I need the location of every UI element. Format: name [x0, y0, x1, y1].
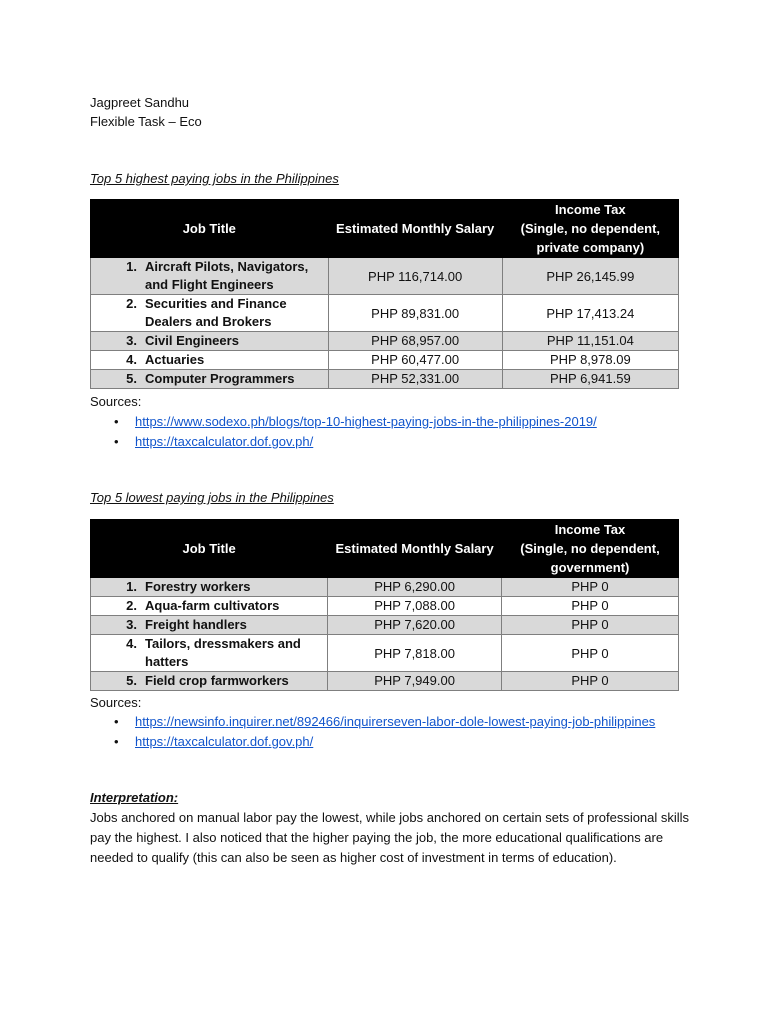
salary-cell: PHP 7,949.00: [328, 672, 502, 691]
tax-cell: PHP 11,151.04: [502, 332, 678, 351]
tax-cell: PHP 17,413.24: [502, 295, 678, 332]
job-cell: [91, 370, 329, 389]
table-row: [91, 616, 679, 635]
salary-cell: PHP 89,831.00: [328, 295, 502, 332]
tax-cell: PHP 8,978.09: [502, 351, 678, 370]
bullet-icon: •: [114, 434, 119, 449]
interpretation-body: Jobs anchored on manual labor pay the lowest, while jobs anchored on certain sets of professional skills pay the highest. I also noticed that the higher paying the job, the more educational qualifications are needed to qualify (this can also be seen as higher cost of investment in terms of education).: [90, 810, 690, 865]
source-link[interactable]: https://taxcalculator.dof.gov.ph/: [135, 734, 314, 749]
author-name: Jagpreet Sandhu: [90, 95, 190, 110]
tax-cell: PHP 0: [501, 635, 678, 672]
table-row: [91, 635, 679, 672]
salary-cell: PHP 6,290.00: [328, 578, 502, 597]
tax-cell: PHP 0: [501, 578, 678, 597]
row-number: 4.: [126, 636, 137, 651]
source-link[interactable]: https://www.sodexo.ph/blogs/top-10-highest-paying-jobs-in-the-philippines-2019/: [135, 414, 597, 429]
table-header-row: [91, 520, 679, 578]
table-row: [91, 351, 679, 370]
salary-cell: PHP 116,714.00: [328, 258, 502, 295]
sources-list: [90, 712, 655, 752]
job-title: Tailors, dressmakers and hatters: [145, 636, 301, 669]
job-cell: [91, 672, 328, 691]
bullet-icon: •: [114, 714, 119, 729]
row-number: 2.: [126, 296, 137, 311]
job-cell: [91, 616, 328, 635]
row-number: 5.: [126, 673, 137, 688]
bullet-icon: •: [114, 414, 119, 429]
table-row: [91, 370, 679, 389]
header-job-title: Job Title: [91, 200, 329, 258]
tax-cell: PHP 26,145.99: [502, 258, 678, 295]
highest-paying-table: [90, 199, 679, 389]
job-title: Civil Engineers: [145, 333, 239, 348]
header-tax-line3: government): [550, 560, 630, 575]
sources-label: Sources:: [90, 394, 142, 409]
lowest-paying-table: [90, 519, 679, 691]
bullet-icon: •: [114, 734, 119, 749]
job-cell: [91, 635, 328, 672]
header-salary: Estimated Monthly Salary: [328, 200, 502, 258]
header-tax-line2: (Single, no dependent,: [520, 541, 660, 556]
source-link[interactable]: https://newsinfo.inquirer.net/892466/inquirerseven-labor-dole-lowest-paying-job-philippines: [135, 714, 656, 729]
header-tax-line1: Income Tax: [555, 202, 626, 217]
row-number: 3.: [126, 617, 137, 632]
tax-cell: PHP 0: [501, 672, 678, 691]
job-title: Actuaries: [145, 352, 205, 367]
list-item: [90, 732, 655, 752]
lowest-table-title: Top 5 lowest paying jobs in the Philippines: [90, 490, 334, 505]
salary-cell: PHP 7,818.00: [328, 635, 502, 672]
header-tax-line1: Income Tax: [554, 522, 626, 537]
job-cell: [91, 597, 328, 616]
job-title: Computer Programmers: [145, 371, 295, 386]
job-title: Securities and Finance Dealers and Brokers: [145, 296, 287, 329]
author-block: [90, 93, 202, 131]
header-tax-line3: private company): [536, 240, 645, 255]
job-cell: [91, 295, 329, 332]
job-title: Freight handlers: [145, 617, 247, 632]
table-row: [91, 672, 679, 691]
list-item: [90, 412, 597, 432]
table-row: [91, 597, 679, 616]
highest-table-title: Top 5 highest paying jobs in the Philippines: [90, 171, 339, 186]
row-number: 3.: [126, 333, 137, 348]
table-row: [91, 295, 679, 332]
list-item: [90, 712, 655, 732]
list-item: [90, 432, 597, 452]
task-name: Flexible Task – Eco: [90, 114, 202, 129]
job-title: Aircraft Pilots, Navigators, and Flight Engineers: [145, 259, 309, 292]
salary-cell: PHP 60,477.00: [328, 351, 502, 370]
salary-cell: PHP 7,088.00: [328, 597, 502, 616]
row-number: 5.: [126, 371, 137, 386]
job-title: Aqua-farm cultivators: [145, 598, 280, 613]
salary-cell: PHP 7,620.00: [328, 616, 502, 635]
row-number: 2.: [126, 598, 137, 613]
job-title: Forestry workers: [145, 579, 251, 594]
tax-cell: PHP 6,941.59: [502, 370, 678, 389]
job-cell: [91, 351, 329, 370]
tax-cell: PHP 0: [501, 616, 678, 635]
row-number: 1.: [126, 259, 137, 274]
salary-cell: PHP 68,957.00: [328, 332, 502, 351]
source-link[interactable]: https://taxcalculator.dof.gov.ph/: [135, 434, 314, 449]
row-number: 4.: [126, 352, 137, 367]
table-row: [91, 258, 679, 295]
salary-cell: PHP 52,331.00: [328, 370, 502, 389]
sources-list: [90, 412, 597, 452]
table-header-row: [91, 200, 679, 258]
job-cell: [91, 578, 328, 597]
sources-label: Sources:: [90, 695, 142, 710]
table-row: [91, 578, 679, 597]
job-title: Field crop farmworkers: [145, 673, 289, 688]
header-income-tax: [501, 520, 678, 578]
row-number: 1.: [126, 579, 137, 594]
tax-cell: PHP 0: [501, 597, 678, 616]
header-tax-line2: (Single, no dependent,: [520, 221, 661, 236]
header-job-title: Job Title: [91, 520, 328, 578]
header-salary: Estimated Monthly Salary: [328, 520, 502, 578]
interpretation-heading: Interpretation:: [90, 790, 179, 805]
job-cell: [91, 332, 329, 351]
table-row: [91, 332, 679, 351]
job-cell: [91, 258, 329, 295]
header-income-tax: [502, 200, 678, 258]
